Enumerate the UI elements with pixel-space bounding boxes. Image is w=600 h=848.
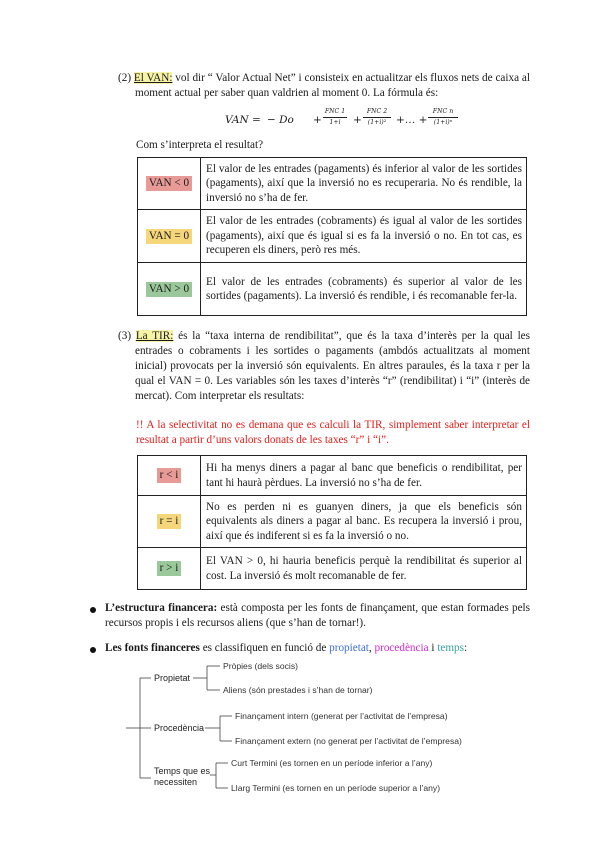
van-text: vol dir “ Valor Actual Net” i consisteix en actualitzar els fluxos nets de caixa al moment actual per saber quan valdrien al moment 0. La fórmula és: xyxy=(135,72,530,99)
van-cond-cell xyxy=(138,263,201,316)
tir-text: és la “taxa interna de rendibilitat”, que és la taxa d’interès per la qual les entrades o cobraments i les sortides o pagaments (ambdós actualitzats al moment inicial) provocats per la inversió són equivalents. En altres paraules, és la taxa r per la qual el VAN = 0. Les variables són les taxes d’interès “r” (rendibilitat) i “i” (interès de mercat). Com interpretar els resultats: xyxy=(135,330,531,402)
keyword-propietat: propietat xyxy=(329,642,369,654)
tir-desc-cell: El VAN > 0, hi hauria beneficis perquè la rendibilitat és superior al cost. La inversió és molt recomanable de fer. xyxy=(201,548,527,590)
tir-warning: !! A la selectivitat no es demana que es calculi la TIR, simplement saber interpretar el resultat a partir d’uns valors donats de les taxes “r” i “i”. xyxy=(136,419,530,446)
termn-numerator: FNC n xyxy=(432,108,454,115)
estructura-text: està composta per les fonts de finançament, que estan formades pels recursos propis i els recursos aliens (que s’han de tornar!). xyxy=(105,602,531,629)
formula-term-n xyxy=(428,108,458,127)
formula-term-1 xyxy=(323,108,347,127)
tir-cond-badge-equal: r = i xyxy=(157,514,182,529)
bullet-dot xyxy=(90,647,96,653)
bullet-dot xyxy=(90,607,96,613)
diagram-curt: Curt Termini (es tornen en un període inferior a l’any) xyxy=(231,758,433,768)
tir-cond-cell xyxy=(138,456,201,496)
diagram-propietat: Propietat xyxy=(154,673,191,683)
tir-cond-badge-less: r < i xyxy=(157,468,182,483)
van-term: El VAN: xyxy=(133,72,173,84)
estructura-title: L’estructura financera: xyxy=(105,602,218,614)
fonts-sep-1: , xyxy=(368,642,375,654)
keyword-procedencia: procedència xyxy=(374,642,429,654)
table-row xyxy=(138,263,527,316)
termn-denominator: (1+i)ⁿ xyxy=(433,119,453,126)
term1-numerator: FNC 1 xyxy=(324,108,346,115)
diagram-aliens: Aliens (són prestades i s’han de tornar) xyxy=(223,685,373,695)
van-paragraph xyxy=(118,71,530,101)
van-cond-badge-neg: VAN < 0 xyxy=(146,176,192,191)
diagram-extern: Finançament extern (no generat per l’activitat de l’empresa) xyxy=(235,736,462,746)
tir-paragraph xyxy=(118,329,530,404)
diagram-propies: Pròpies (dels socis) xyxy=(223,661,298,671)
van-desc-cell: El valor de les entrades (cobraments) és igual al valor de les sortides (pagaments), així que és igual si es fa la inversió o no. En tot cas, es recuperen els diners, però res més. xyxy=(201,210,527,263)
table-row xyxy=(138,210,527,263)
van-cond-cell xyxy=(138,158,201,210)
tir-term: La TIR: xyxy=(135,330,174,342)
estructura-bullet xyxy=(105,601,530,631)
diagram-llarg: Llarg Termini (es tornen en un període superior a l’any) xyxy=(231,783,441,793)
tir-cond-cell xyxy=(138,548,201,590)
table-row xyxy=(138,456,527,496)
fonts-end: : xyxy=(463,642,468,654)
table-row xyxy=(138,548,527,590)
tir-desc-cell: No es perden ni es guanyen diners, ja que els beneficis són equivalents als diners a pagar al banc. Es recupera la inversió i prou, així que és indiferent si es fa la inversió o no. xyxy=(201,496,527,548)
tir-table xyxy=(137,455,527,590)
fonts-sep-2: i xyxy=(428,642,438,654)
table-row xyxy=(138,496,527,548)
van-formula xyxy=(225,108,485,136)
tir-cond-cell xyxy=(138,496,201,548)
formula-ellipsis: +… + xyxy=(396,114,428,126)
formula-lhs: VAN = xyxy=(225,114,261,126)
fonts-title: Les fonts financeres xyxy=(105,642,200,654)
term1-denominator: 1+i xyxy=(329,119,341,126)
van-desc-cell: El valor de les entrades (pagaments) és inferior al valor de les sortides (pagaments), així que la inversió no es recuperaria. No és rendible, la inversió no s’ha de fer. xyxy=(201,158,527,210)
diagram-intern: Finançament intern (generat per l’activitat de l’empresa) xyxy=(235,711,448,721)
formula-minus-do: − Do xyxy=(267,114,294,126)
fonts-bullet xyxy=(105,641,530,656)
diagram-temps: Temps que es necessiten xyxy=(154,766,211,787)
diagram-procedencia: Procedència xyxy=(154,723,205,733)
tir-number: (3) xyxy=(118,330,132,342)
fonts-text: es classifiquen en funció de xyxy=(199,642,330,654)
term2-numerator: FNC 2 xyxy=(366,108,388,115)
formula-term-2 xyxy=(363,108,391,127)
van-desc-cell: El valor de les entrades (cobraments) és superior al valor de les sortides (pagaments). La inversió és rendible, i és recomanable fer-la. xyxy=(201,263,527,316)
van-interpret-label: Com s’interpreta el resultat? xyxy=(136,139,264,151)
formula-plus-2: + xyxy=(353,114,362,126)
tir-cond-badge-greater: r > i xyxy=(157,561,182,576)
table-row xyxy=(138,158,527,210)
van-cond-cell xyxy=(138,210,201,263)
term2-denominator: (1+i)² xyxy=(367,119,387,126)
keyword-temps: temps xyxy=(437,642,464,654)
van-cond-badge-zero: VAN = 0 xyxy=(146,229,192,244)
van-cond-badge-pos: VAN > 0 xyxy=(146,282,192,297)
tir-desc-cell: Hi ha menys diners a pagar al banc que beneficis o rendibilitat, per tant hi haurà pèrdues. La inversió no s’ha de fer. xyxy=(201,456,527,496)
van-table xyxy=(137,157,527,316)
van-number: (2) xyxy=(118,72,132,84)
formula-plus-1: + xyxy=(313,114,322,126)
